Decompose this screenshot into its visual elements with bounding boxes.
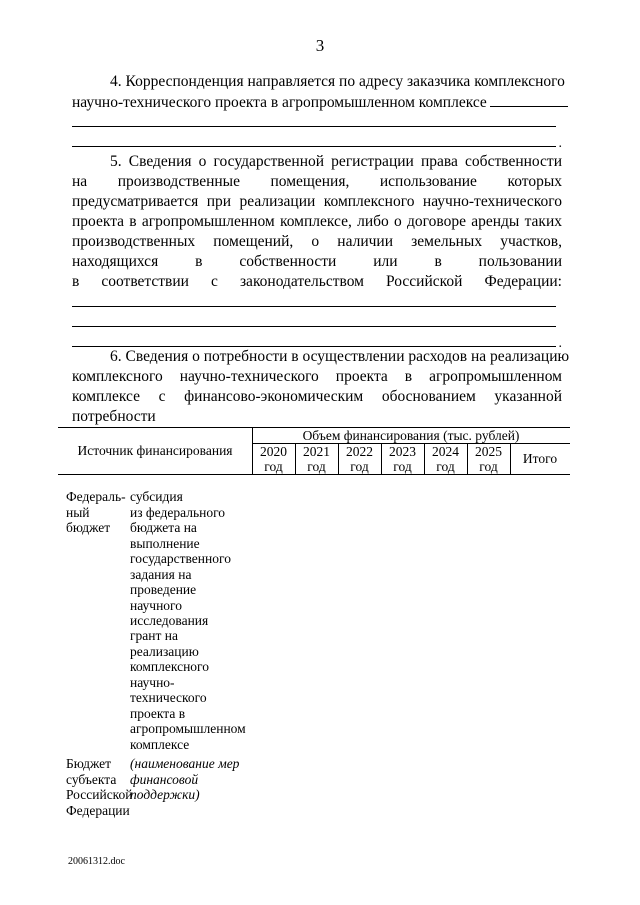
fill-in-line: . xyxy=(72,332,562,352)
fill-in-line xyxy=(72,112,562,132)
row-item-support-measures: (наименование мер финансовой поддержки) xyxy=(130,756,240,802)
section-4-line: 4. Корреспонденция направляется по адресу заказчика комплексного xyxy=(110,73,565,90)
row-source-regional: Бюджет субъекта Российской Федерации xyxy=(66,756,133,818)
section-6-line: комплексе с финансово-экономическим обоснованием указанной xyxy=(72,388,562,405)
volume-header: Объем финансирования (тыс. рублей) xyxy=(302,428,520,443)
page-number: 3 xyxy=(315,36,325,55)
row-item-grant: грант на реализацию комплексного научно- технического проекта в агропромышленном комплексе xyxy=(130,628,246,752)
year-header: 2022 год xyxy=(346,444,373,474)
section-5-line: производственных помещений, о наличии земельных участков, xyxy=(72,233,562,250)
fill-in-line: . xyxy=(72,132,562,152)
year-header: 2025 год xyxy=(475,444,502,474)
section-4-line: научно-технического проекта в агропромышленном комплексе xyxy=(72,92,562,112)
row-item-subsidy: субсидия из федерального бюджета на выполнение государственного задания на проведение научного исследования xyxy=(130,489,231,628)
section-5-line: проекта в агропромышленном комплексе, либо о договоре аренды таких xyxy=(72,213,562,230)
year-header: 2021 год xyxy=(303,444,330,474)
section-6-expenses xyxy=(72,347,570,427)
section-5-line: находящихся в собственности или в пользовании xyxy=(72,253,562,270)
section-5-line: 5. Сведения о государственной регистрации права собственности xyxy=(110,153,562,170)
total-header: Итого xyxy=(522,451,558,466)
year-header: 2023 год xyxy=(389,444,416,474)
year-header: 2020 год xyxy=(260,444,287,474)
source-header: Источник финансирования xyxy=(77,443,233,458)
document-file-code: 20061312.doc xyxy=(68,856,125,867)
section-6-line: 6. Сведения о потребности в осуществлении расходов на реализацию xyxy=(110,348,570,365)
fill-in-line xyxy=(72,292,562,312)
section-6-line: комплексного научно-технического проекта в агропромышленном xyxy=(72,368,562,385)
fill-in-line xyxy=(72,312,562,332)
section-6-line: потребности xyxy=(72,408,156,425)
year-header: 2024 год xyxy=(432,444,459,474)
section-5-line: предусматривается при реализации комплексного научно-технического xyxy=(72,193,562,210)
row-source-federal: Федераль- ный бюджет xyxy=(66,489,126,535)
fill-in-rule xyxy=(490,92,568,107)
section-5-registration xyxy=(72,152,562,352)
section-5-line: в соответствии с законодательством Российской Федерации: xyxy=(72,273,562,290)
section-5-line: на производственные помещения, использование которых xyxy=(72,173,562,190)
section-4-correspondence xyxy=(72,72,565,152)
